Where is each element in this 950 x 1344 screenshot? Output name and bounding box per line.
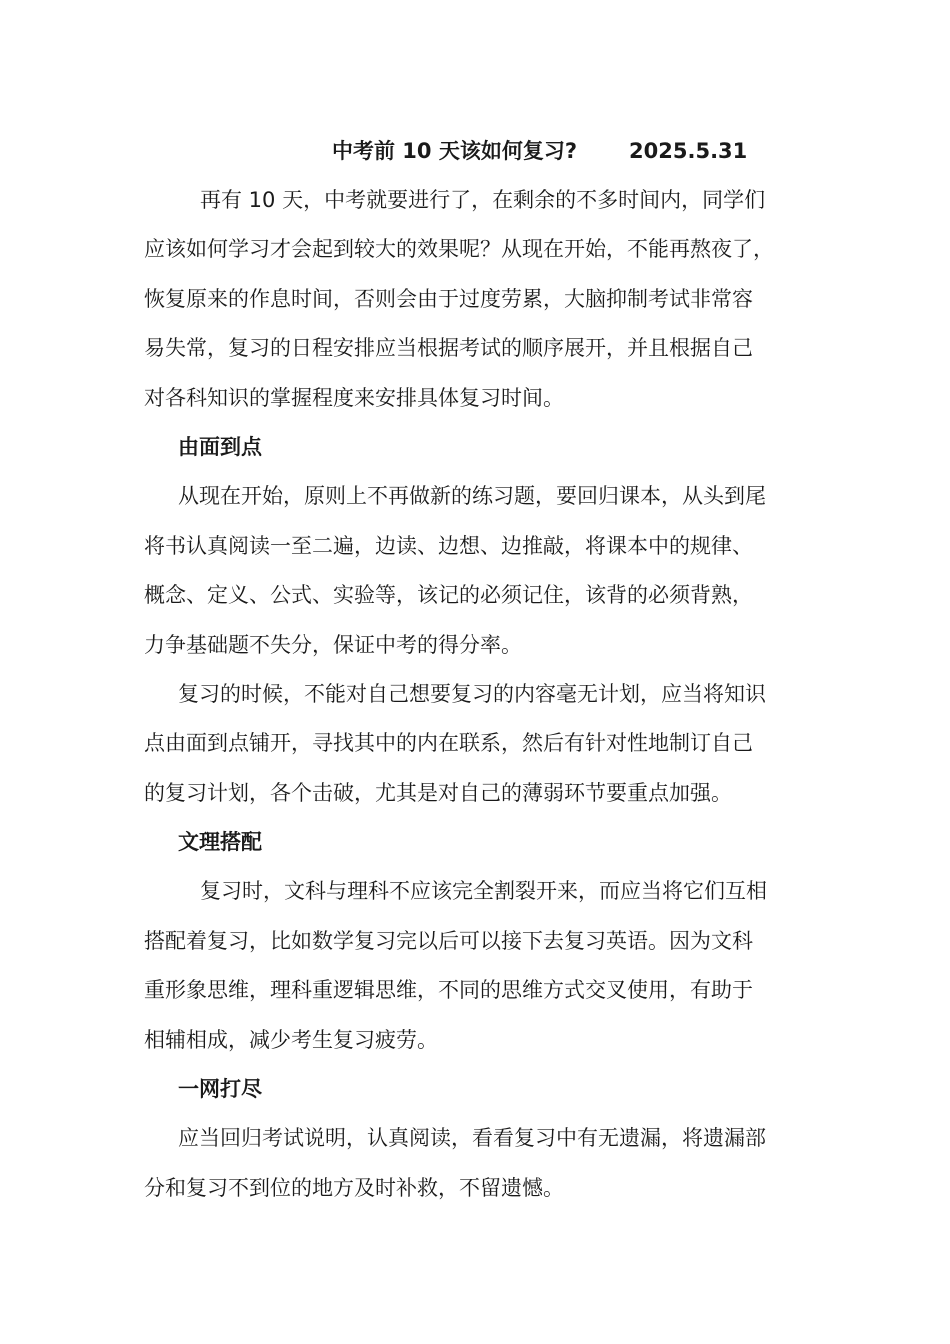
paragraph-line: 从现在开始，原则上不再做新的练习题，要回归课本，从头到尾 [178,484,766,509]
paragraph-line: 对各科知识的掌握程度来安排具体复习时间。 [144,385,564,410]
paragraph-line: 概念、定义、公式、实验等，该记的必须记住，该背的必须背熟， [144,583,753,608]
paragraph-line: 复习的时候，不能对自己想要复习的内容毫无计划，应当将知识 [178,681,766,706]
document-body [144,176,806,1213]
title-row [332,134,747,168]
paragraph-line: 易失常，复习的日程安排应当根据考试的顺序展开，并且根据自己 [144,336,753,361]
section-heading: 一网打尽 [178,1077,262,1102]
paragraph-line: 再有 10 天，中考就要进行了，在剩余的不多时间内，同学们 [200,188,766,212]
paragraph-line: 应当回归考试说明，认真阅读，看看复习中有无遗漏，将遗漏部 [178,1126,766,1151]
paragraph-line: 相辅相成，减少考生复习疲劳。 [144,1027,438,1052]
document-date: 2025.5.31 [629,139,748,163]
paragraph-line: 应该如何学习才会起到较大的效果呢？从现在开始，不能再熬夜了， [144,237,774,262]
section-heading: 文理搭配 [178,830,262,855]
paragraph-line: 分和复习不到位的地方及时补救，不留遗憾。 [144,1175,564,1200]
section-heading: 由面到点 [178,434,262,459]
paragraph-line: 将书认真阅读一至二遍，边读、边想、边推敲，将课本中的规律、 [144,533,753,558]
paragraph-line: 恢复原来的作息时间，否则会由于过度劳累，大脑抑制考试非常容 [144,286,753,311]
paragraph-line: 力争基础题不失分，保证中考的得分率。 [144,632,522,657]
paragraph-line: 复习时，文科与理科不应该完全割裂开来，而应当将它们互相 [200,879,767,904]
paragraph-line: 的复习计划，各个击破，尤其是对自己的薄弱环节要重点加强。 [144,780,732,805]
paragraph-line: 点由面到点铺开，寻找其中的内在联系，然后有针对性地制订自己 [144,731,753,756]
paragraph-line: 搭配着复习，比如数学复习完以后可以接下去复习英语。因为文科 [144,928,753,953]
paragraph-line: 重形象思维，理科重逻辑思维，不同的思维方式交叉使用，有助于 [144,978,753,1003]
document-title: 中考前 10 天该如何复习? [332,139,578,163]
